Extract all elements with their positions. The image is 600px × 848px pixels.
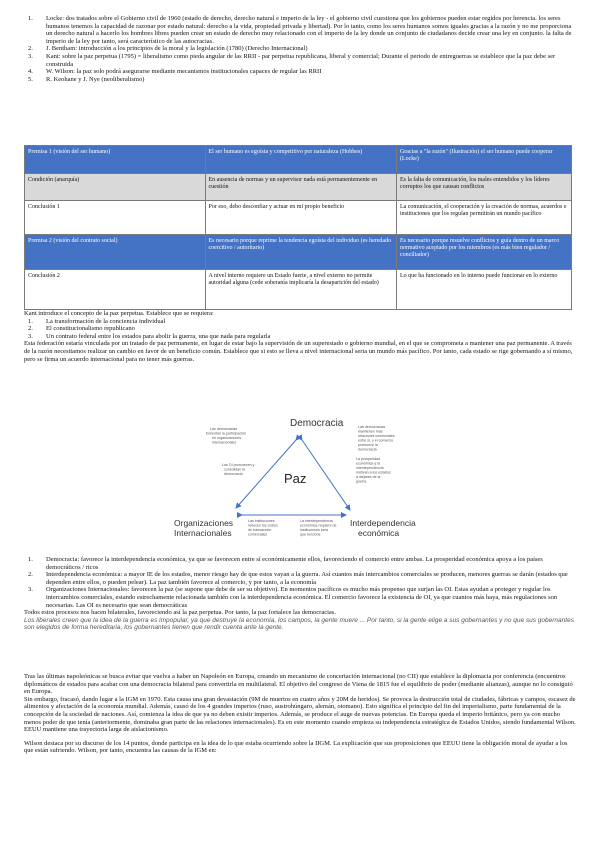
table-cell: Es necesario porque resuelve conflictos y guía dentro de un marco normativo aceptado por los miembros (es más bien regulador / conciliador) <box>396 235 571 270</box>
paragraph: Sin embargo, fracasó, dando lugar a la IGM en 1970. Esta causa una gran devastación (9M de muertos en cuatro años y 20M de heridos). Se provoca la destrucción total de ciudades, fábricas y campos, escasez de alimentos y afectación de la economía mundial. Además, causó de los 4 grandes imperios (ruso, austrohúngaro, alemán, otomano). Esto significa el principio del fin del imperialismo, parte fundamental de la concepción de la sociedad de naciones. Así, comienza la idea de que ya no deben existir imperios. Además, se produce el auge de nuevas potencias. En Europa queda el imperio británico, pero ya con mucho menos poder de que tenía (anteriormente, dominaba gran parte de las relaciones internacionales). Es en este momento cuando empieza su independencia estratégica de Estados Unidos, siendo fundamental Wilson. EEUU mantiene una trayectoria larga de aislacionismo. <box>24 695 576 734</box>
diagram-note: La prosperidad económica y la interdependencia motivan a los estados a alejarse de la guerra <box>356 457 391 484</box>
diagram-note: Las instituciones reducen los costos de transacción comerciales <box>248 519 278 537</box>
diagram-note: Las democracias fomentan la participación en organizaciones internacionales <box>206 427 246 445</box>
paragraph: Wilson destaca por su discurso de los 14 puntos, donde participa en la idea de lo que estaba ocurriendo sobre la IIGM. La explicación que sus proposiciones que EEUU tiene la obligación moral de ayudar a los que están sufriendo. Wilson, por tanto, encuentra las causas de la IGM en: <box>24 739 568 755</box>
table-row <box>25 270 572 310</box>
table-cell: El ser humano es egoísta y competitivo por naturaleza (Hobbes) <box>205 146 396 174</box>
table-cell: Gracias a "la razón" (Ilustración) el ser humano puede cooperar (Locke) <box>396 146 571 174</box>
authors-list <box>24 15 576 83</box>
table-cell: Premisa 1 (visión del ser humano) <box>25 146 206 174</box>
pillars-section <box>24 556 576 632</box>
history-section <box>24 673 576 755</box>
diagram-top-label: Democracia <box>290 418 344 429</box>
list-item: 5. R. Keohane y J. Nye (neoliberalismo) <box>28 75 145 83</box>
arrow-democracy-ie <box>302 440 350 510</box>
quote-paragraph: Los liberales creen que la idea de la guerra es impopular, ya que destruye la economía, los campos, la gente muere ... Por tanto, si la gente elige a sus gobernantes y no que sus gobernantes son elegidos de forma hereditaria, los gobernantes tienen que rendir cuenta ante la gente. <box>24 616 574 632</box>
table-row <box>25 235 572 270</box>
table-cell: La comunicación, el cooperación y la creación de normas, acuerdos e instituciones que los regulan permitirán un mundo pacífico <box>396 201 571 235</box>
diagram-center-label: Paz <box>284 471 307 486</box>
list-item: 4. W. Wilson: la paz solo podrá asegurarse mediante mecanismos institucionales capaces de regular las RRII <box>28 68 322 76</box>
list-item: 2. El constitucionalismo republicano <box>28 325 135 333</box>
kant-list <box>24 318 576 341</box>
table-cell: En ausencia de normas y un supervisor nada está permanentemente en cuestión <box>205 174 396 201</box>
list-item: 1. Locke: dos tratados sobre el Gobierno civil de 1960 (estado de derecho, derecho natural e imperio de la ley - el gobierno civil cuestiona que los gobiernos pueden estar regidos por herencia. los seres humanos tenemos la capacidad de razonar por estado natural: derecho a la vida, propiedad privada y libertad). Por lo tanto, como los seres humanos somos iguales gracias a la razón y no me proporciona un derecho natural a hacerlo los hombres libres pueden crear un estado de derecho muy relacionado con el imperio de la ley donde un conjunto de ciudadanos decide crear una ley en conjunto. la falta de imperio de la ley por tanto, será característico de las autocracias. <box>28 15 572 45</box>
diagram-bottom-right-label: Interdependencia económica <box>350 518 416 538</box>
paragraph: Tras las últimas napoleónicas se busca evitar que vuelva a haber un Napoleón en Europa, creando un mecanismo de concertación internacional (no CII) que establece la diplomacia por conferencia (encuentros diplomáticos de estados para acabar con una democracia bilateral para convertirla en multilateral. El objetivo del congreso de Viena de 1815 fue el equilibrio de poder (mediante alianzas), aunque no lo consiguió en Europa. <box>24 673 573 696</box>
realism-liberalism-table <box>24 145 572 310</box>
diagram-note: La interdependencia económica requiere de instituciones para que funcione <box>300 519 337 537</box>
summary-line: Todos estos procesos nos hacen bilaterales, favoreciendo así la paz perpetua. Por tanto, la paz fortalece las democracias. <box>24 609 336 617</box>
table-cell: Por eso, debo desconfiar y actuar en mi propio beneficio <box>205 201 396 235</box>
diagram-bottom-left-label: Organizaciones Internacionales <box>174 518 234 538</box>
table-row <box>25 174 572 201</box>
kant-intro: Kant introduce el concepto de la paz perpetua. Establece que se requiera: <box>24 310 214 317</box>
list-item: 1. Democracia: favorece la interdependencia económica, ya que se favorecen entre sí económicamente ellos, favoreciendo el comercio entre ambas. La prosperidad económica apoya a los países democráticos / ricos <box>28 556 543 571</box>
table-cell: Es la falta de comunicación, los males entendidos y los líderes corruptos los que causan conflictos <box>396 174 571 201</box>
diagram-note: Las OI promueven y consolidan la democracia <box>222 463 255 476</box>
diagram-note: Las democracias mantienen más relaciones comerciales entre sí, y el comercio promueve la democracia <box>358 425 395 452</box>
list-item: 2. Interdependencia económica: a mayor IE de los estados, menor riesgo hay de que estos vayan a la guerra. Así cuantos más intercambios comerciales se producen, menores guerras se darán (estados que dependen entre ellos, o pueden pelear). La paz también favorece al comercio, y por tanto, a la economía <box>28 571 568 586</box>
table-cell: Es necesario porque reprime la tendencia egoísta del individuo (es heredado coercitivo / autoritario) <box>205 235 396 270</box>
table-cell: Conclusión 2 <box>25 270 206 310</box>
list-item: 3. Organizaciones Internacionales: favorecen la paz (se supone que debe de ser su objetivo). En momentos pacíficos es mucho más propenso que surjan las OI. Estas ayudan a proteger y regular los intercambios comerciales, estando estrechamente relacionada también con la interdependencia económica. El comercio favorece la existencia de OI, ya que cuantos más haya, más regulaciones son necesarias. Las OI es necesario que sean democráticas <box>28 586 558 609</box>
table-row <box>25 201 572 235</box>
kant-section <box>24 310 576 363</box>
table-cell: Lo que ha funcionado en lo interno puede funcionar en lo externo <box>396 270 571 310</box>
list-item: 3. Kant: sobre la paz perpetua (1795) = liberalismo como pieda angular de las RRII - par perpetua republicana, liberal y comercial; Durante el periodo de entreguerras se establece que la paz debe ser construida <box>28 52 556 68</box>
table-row <box>25 146 572 174</box>
table-cell: Conclusión 1 <box>25 201 206 235</box>
list-item: 2. J. Bentham: introducción a los principios de la moral y la legislación (1780) (Derecho Internacional) <box>28 45 308 53</box>
kantian-triangle-diagram <box>160 416 430 550</box>
table-cell: A nivel interno requiere un Estado fuerte, a nivel externo no permite autoridad alguna (cede soberanía implicaría la desaparición del estado) <box>205 270 396 310</box>
table-cell: Premisa 2 (visión del contrato social) <box>25 235 206 270</box>
pillars-list <box>24 556 576 609</box>
kant-paragraph: Esta federación estaría vinculada por un tratado de paz permanente, en lugar de estar bajo la supervisión de un superestado o gobierno mundial, en el que se comprometa a mantener una paz permanente. A través de la razón necesitamos realizar un cambio en favor de un beneficio común. Establece que si esto se lleva a nivel internacional seria un mundo más pacífico. Por tanto, cada estado se rige gobernando a sí mismo, pero se firma un acuerdo internacional para no tener más guerras. <box>24 340 573 363</box>
list-item: 3. Un contrato federal entre los estados para abolir la guerra, una que nada para regularla <box>28 332 271 340</box>
table-cell: Condición (anarquía) <box>25 174 206 201</box>
authors-list-block <box>24 15 576 83</box>
list-item: 1. La transformación de la conciencia individual <box>28 317 166 325</box>
